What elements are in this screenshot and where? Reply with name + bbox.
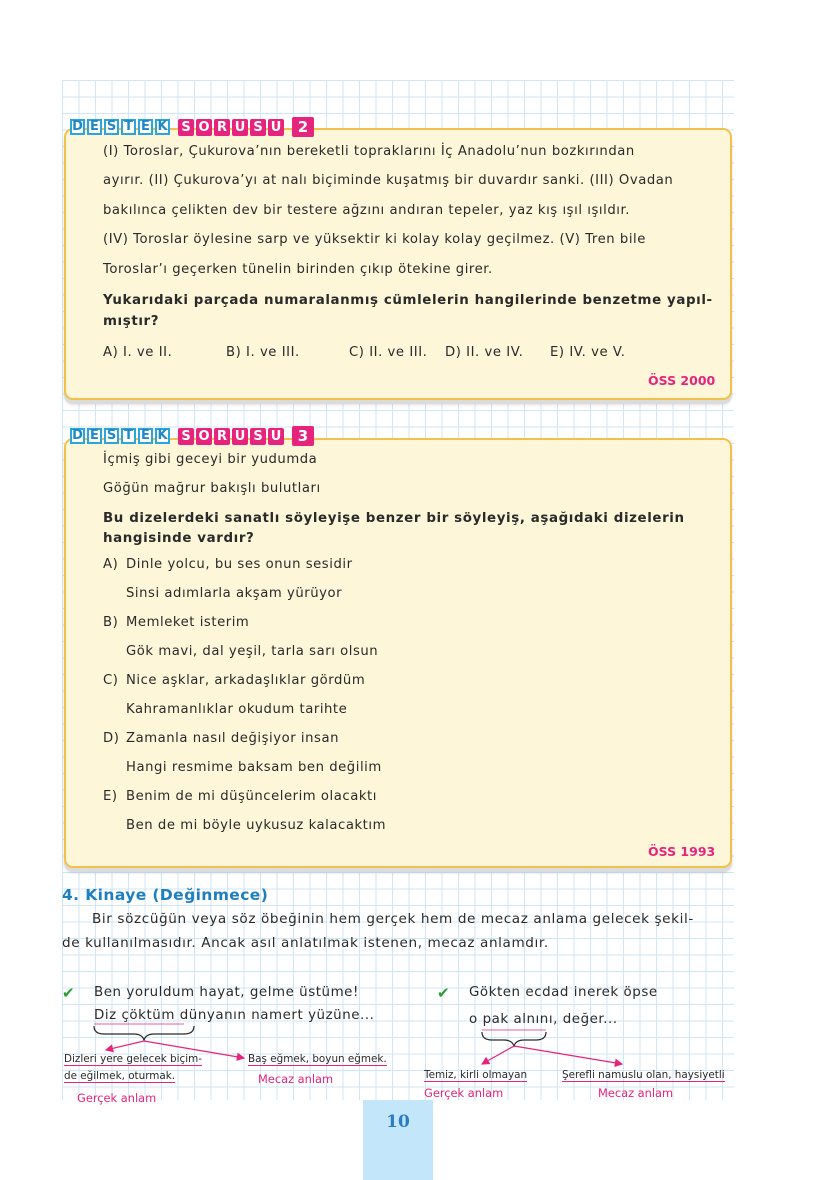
arrow-icon bbox=[106, 1041, 144, 1050]
header-letter: S bbox=[250, 428, 266, 445]
header-letter: D bbox=[70, 428, 85, 444]
example1-line1: Ben yoruldum hayat, gelme üstüme! bbox=[94, 985, 359, 1000]
brace-icon bbox=[482, 1032, 546, 1046]
header-letter: U bbox=[268, 119, 284, 136]
check-icon: ✔ bbox=[437, 984, 450, 1002]
real-meaning-label: Gerçek anlam bbox=[424, 1086, 504, 1100]
header-letter: K bbox=[155, 119, 170, 135]
header-letter: S bbox=[178, 428, 194, 445]
header-letter: S bbox=[104, 119, 119, 135]
answer-option-d: D) II. ve IV. bbox=[445, 345, 524, 360]
option-letter: B) bbox=[103, 615, 119, 630]
box2-text-line: bakılınca çelikten dev bir testere ağzını andıran tepeler, yaz kış ışıl ışıldır. bbox=[103, 203, 630, 218]
page-number: 10 bbox=[386, 1112, 410, 1132]
header-letter: S bbox=[104, 428, 119, 444]
header-letter: O bbox=[196, 428, 212, 445]
option-line: Hangi resmime baksam ben değilim bbox=[126, 760, 382, 775]
answer-option-e: E) IV. ve V. bbox=[550, 345, 626, 360]
real-meaning-desc: Dizleri yere gelecek biçim- bbox=[64, 1053, 203, 1065]
header-letter: U bbox=[268, 428, 284, 445]
box2-question: mıştır? bbox=[103, 314, 160, 329]
highlighted-phrase: pak alnını bbox=[482, 1012, 554, 1027]
header-letter: E bbox=[87, 428, 102, 444]
option-line: Benim de mi düşüncelerim olacaktı bbox=[126, 789, 377, 804]
real-meaning-label: Gerçek anlam bbox=[77, 1091, 157, 1105]
option-line: Dinle yolcu, bu ses onun sesidir bbox=[126, 557, 353, 572]
option-letter: C) bbox=[103, 673, 119, 688]
header-letter: D bbox=[70, 119, 85, 135]
header-letter: K bbox=[155, 428, 170, 444]
box3-question: hangisinde vardır? bbox=[103, 531, 255, 546]
box3-question: Bu dizelerdeki sanatlı söyleyişe benzer bir söyleyiş, aşağıdaki dizelerin bbox=[103, 511, 685, 526]
option-line: Nice aşklar, arkadaşlıklar gördüm bbox=[126, 673, 366, 688]
box2-text-line: Toroslar’ı geçerken tünelin birinden çıkıp ötekine girer. bbox=[103, 262, 493, 277]
answer-option-c: C) II. ve III. bbox=[349, 345, 428, 360]
example2-line2-rest: , değer... bbox=[553, 1012, 618, 1027]
real-meaning-desc: Temiz, kirli olmayan bbox=[424, 1069, 528, 1081]
box2-question: Yukarıdaki parçada numaralanmış cümlelerin hangilerinde benzetme yapıl- bbox=[103, 293, 713, 308]
option-line: Sinsi adımlarla akşam yürüyor bbox=[126, 586, 343, 601]
header-letter: R bbox=[214, 428, 230, 445]
example2-line2-pre: o bbox=[469, 1012, 483, 1027]
arrow-icon bbox=[514, 1046, 622, 1064]
header-letter: R bbox=[214, 119, 230, 136]
real-meaning-desc: de eğilmek, oturmak. bbox=[64, 1070, 176, 1082]
option-line: Gök mavi, dal yeşil, tarla sarı olsun bbox=[126, 644, 379, 659]
header-letter: E bbox=[87, 119, 102, 135]
arrow-icon bbox=[144, 1041, 244, 1058]
arrow-icon bbox=[482, 1046, 514, 1064]
option-line: Ben de mi böyle uykusuz kalacaktım bbox=[126, 818, 386, 833]
box3-verse-line: Göğün mağrur bakışlı bulutları bbox=[103, 481, 321, 496]
brace-icon bbox=[94, 1026, 194, 1040]
header-letter: E bbox=[138, 428, 153, 444]
option-line: Kahramanlıklar okudum tarihte bbox=[126, 702, 348, 717]
option-letter: E) bbox=[103, 789, 118, 804]
answer-option-a: A) I. ve II. bbox=[103, 345, 173, 360]
box3-verse-line: İçmiş gibi geceyi bir yudumda bbox=[103, 452, 318, 467]
example1-line2-rest: dünyanın namert yüzüne... bbox=[174, 1008, 375, 1023]
figurative-meaning-desc: Baş eğmek, boyun eğmek. bbox=[248, 1053, 387, 1065]
header-letter: T bbox=[121, 119, 136, 135]
option-letter: D) bbox=[103, 731, 120, 746]
question-number: 3 bbox=[292, 426, 314, 446]
example2-line1: Gökten ecdad inerek öpse bbox=[469, 985, 658, 1000]
header-letter: U bbox=[232, 119, 248, 136]
answer-option-b: B) I. ve III. bbox=[226, 345, 300, 360]
header-letter: E bbox=[138, 119, 153, 135]
header-letter: T bbox=[121, 428, 136, 444]
option-line: Memleket isterim bbox=[126, 615, 250, 630]
check-icon: ✔ bbox=[62, 984, 75, 1002]
header-letter: U bbox=[232, 428, 248, 445]
section-paragraph: de kullanılmasıdır. Ancak asıl anlatılmak istenen, mecaz anlamdır. bbox=[62, 935, 549, 951]
figurative-meaning-label: Mecaz anlam bbox=[258, 1072, 334, 1086]
figurative-meaning-label: Mecaz anlam bbox=[598, 1086, 674, 1100]
section-title: 4. Kinaye (Değinmece) bbox=[62, 886, 269, 904]
option-letter: A) bbox=[103, 557, 119, 572]
source-label: ÖSS 2000 bbox=[648, 373, 716, 388]
box2-text-line: (I) Toroslar, Çukurova’nın bereketli topraklarını İç Anadolu’nun bozkırından bbox=[103, 144, 635, 159]
header-letter: O bbox=[196, 119, 212, 136]
header-letter: S bbox=[178, 119, 194, 136]
source-label: ÖSS 1993 bbox=[648, 844, 716, 859]
question-number: 2 bbox=[292, 117, 314, 137]
highlighted-phrase: Diz çöktüm bbox=[94, 1008, 175, 1023]
option-line: Zamanla nasıl değişiyor insan bbox=[126, 731, 339, 746]
box2-text-line: (IV) Toroslar öylesine sarp ve yüksektir ki kolay kolay geçilmez. (V) Tren bile bbox=[103, 232, 646, 247]
section-paragraph: Bir sözcüğün veya söz öbeğinin hem gerçek hem de mecaz anlama gelecek şekil- bbox=[92, 911, 694, 927]
box2-text-line: ayırır. (II) Çukurova’yı at nalı biçiminde kuşatmış bir duvardır sanki. (III) Ovadan bbox=[103, 173, 674, 188]
figurative-meaning-desc: Şerefli namuslu olan, haysiyetli bbox=[562, 1069, 725, 1081]
header-letter: S bbox=[250, 119, 266, 136]
